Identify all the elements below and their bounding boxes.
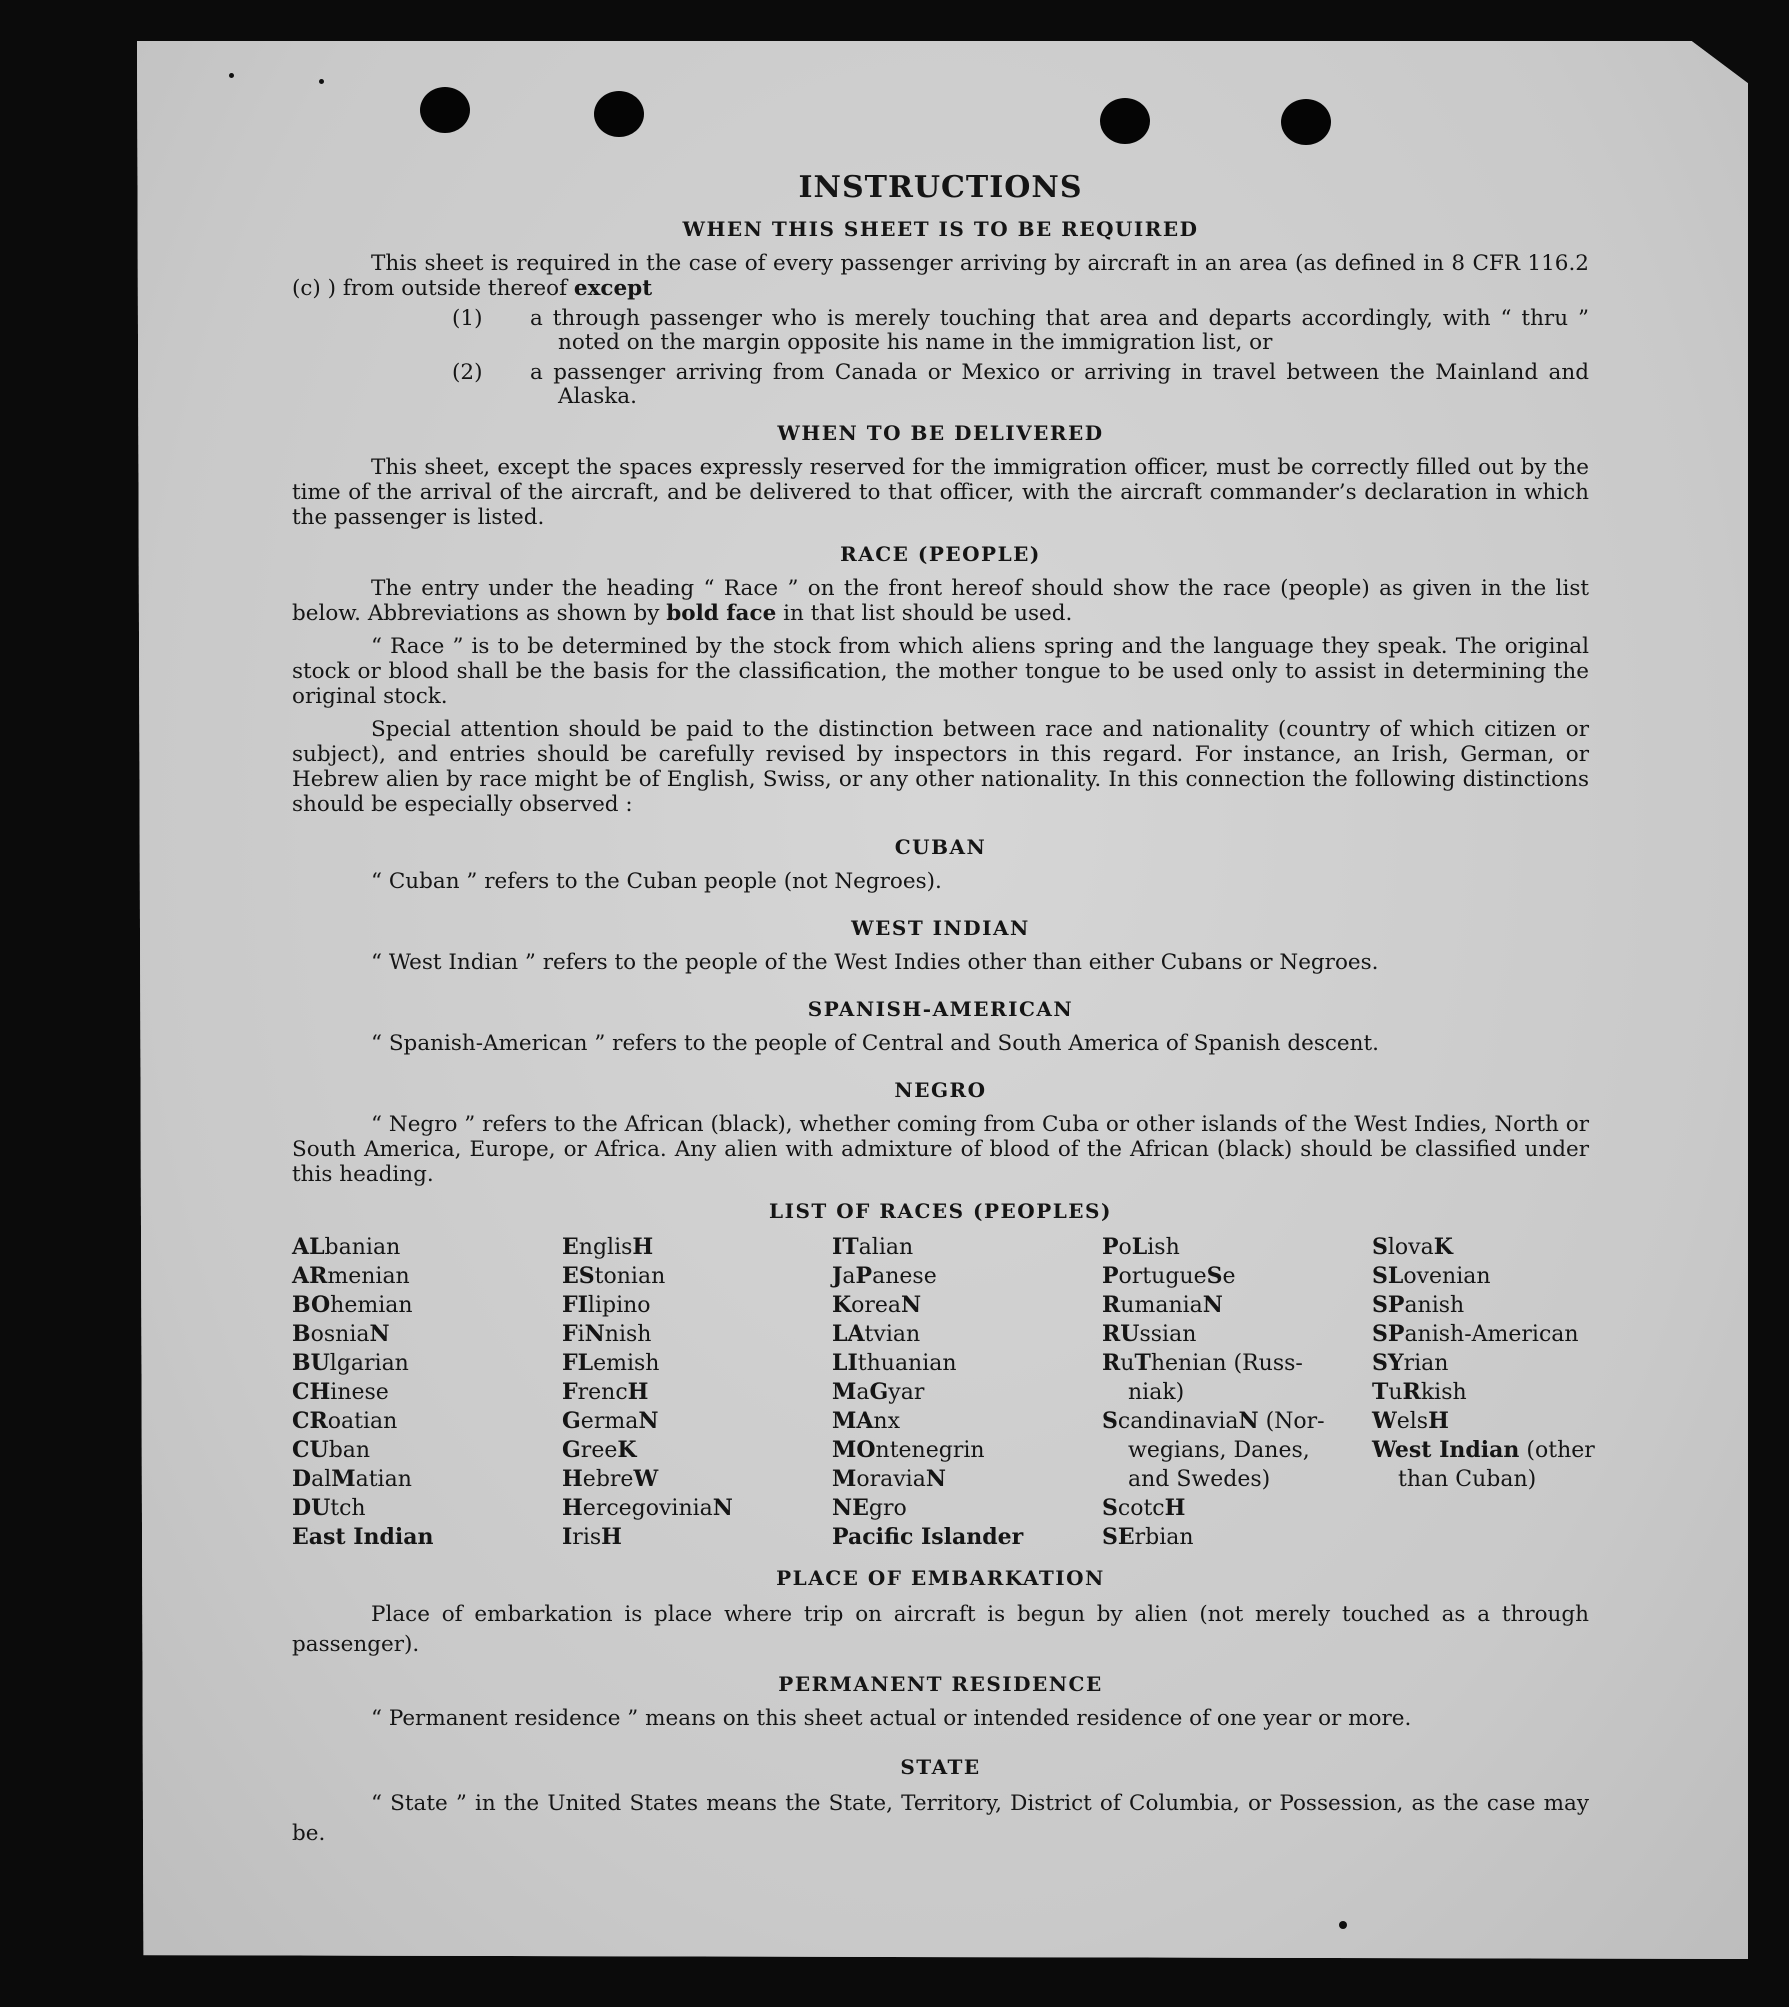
race-entry: BUlgarian [292, 1350, 409, 1376]
section-heading-races-list: LIST OF RACES (PEOPLES) [769, 1199, 1112, 1223]
races-list [292, 1233, 1595, 1552]
delivered-text: This sheet, except the spaces expressly reserved for the immigration officer, must be correctly filled out by the time of the arrival of the aircraft, and be delivered to that officer, with the aircraft commander’s declaration in which the passenger is listed. [292, 455, 1589, 530]
race-entry: FLemish [562, 1350, 660, 1376]
race-entry: East Indian [292, 1524, 434, 1550]
race-entry: HercegoviniaN [562, 1495, 733, 1521]
section-heading-spanish-american: SPANISH-AMERICAN [807, 997, 1074, 1021]
cuban-text: “ Cuban ” refers to the Cuban people (not Negroes). [371, 869, 942, 894]
residence-text: “ Permanent residence ” means on this sheet actual or intended residence of one year or more. [371, 1706, 1412, 1731]
races-column [832, 1233, 1102, 1552]
punch-hole [420, 87, 470, 133]
race-entry: Pacific Islander [832, 1524, 1024, 1550]
race-entry: WelsH [1372, 1408, 1449, 1434]
item-text: a through passenger who is merely touching that area and departs accordingly, with “ thru ” noted on the margin opposite his name in the immigration list, or [530, 306, 1589, 355]
section-heading-delivered: WHEN TO BE DELIVERED [777, 421, 1104, 445]
race-entry: EnglisH [562, 1234, 654, 1260]
race-entry: FrencH [562, 1379, 649, 1405]
races-column [562, 1233, 832, 1552]
races-column [1102, 1233, 1372, 1552]
item-number: (2) [452, 360, 483, 385]
race-entry: MOntenegrin [832, 1437, 985, 1463]
race-entry: NEgro [832, 1495, 907, 1521]
race-entry: BOhemian [292, 1292, 413, 1318]
race-entry: than Cuban) [1398, 1467, 1537, 1492]
section-heading-state: STATE [900, 1755, 981, 1779]
section-heading-required: WHEN THIS SHEET IS TO BE REQUIRED [682, 217, 1199, 241]
race-entry: SPanish [1372, 1292, 1465, 1318]
race-entry: IrisH [562, 1524, 622, 1550]
required-intro: This sheet is required in the case of every passenger arriving by aircraft in an area (as defined in 8 CFR 116.2 (c) ) from outside thereof except [292, 251, 1589, 301]
race-entry: DalMatian [292, 1466, 412, 1492]
section-heading-negro: NEGRO [894, 1078, 987, 1102]
race-entry: GreeK [562, 1437, 637, 1463]
race-entry: ScotcH [1102, 1495, 1186, 1521]
race-entry: SLovenian [1372, 1263, 1491, 1289]
race-entry: HebreW [562, 1466, 659, 1492]
race-entry: CUban [292, 1437, 371, 1463]
speck [319, 79, 324, 84]
required-item-1 [292, 307, 1589, 355]
section-heading-cuban: CUBAN [894, 835, 987, 859]
race-entry: CRoatian [292, 1408, 398, 1434]
race-entry: PoLish [1102, 1234, 1180, 1260]
required-item-2 [292, 361, 1589, 409]
race-entry: FIlipino [562, 1292, 651, 1318]
race-entry: MaGyar [832, 1379, 925, 1405]
races-column [1372, 1233, 1595, 1552]
race-entry: West Indian (other [1372, 1437, 1595, 1463]
race-entry: BosniaN [292, 1321, 390, 1347]
race-entry: PortugueSe [1102, 1263, 1236, 1289]
section-heading-embarkation: PLACE OF EMBARKATION [776, 1566, 1105, 1590]
state-text: “ State ” in the United States means the State, Territory, District of Columbia, or Possession, as the case may be. [292, 1791, 1589, 1846]
race-entry: SYrian [1372, 1350, 1449, 1376]
race-entry: TuRkish [1372, 1379, 1467, 1405]
race-entry: CHinese [292, 1379, 389, 1405]
race-entry: SlovaK [1372, 1234, 1453, 1260]
race-paragraph-1: The entry under the heading “ Race ” on the front hereof should show the race (people) as given in the list below. Abbreviations as shown by bold face in that list should be used. [292, 576, 1589, 626]
race-entry: LIthuanian [832, 1350, 957, 1376]
race-entry: and Swedes) [1128, 1467, 1271, 1492]
section-heading-residence: PERMANENT RESIDENCE [778, 1672, 1103, 1696]
race-entry: SPanish-American [1372, 1321, 1579, 1347]
document-content [292, 170, 1595, 1849]
race-paragraph-2: “ Race ” is to be determined by the stock from which aliens spring and the language they speak. The original stock or blood shall be the basis for the classification, the mother tongue to be used only to assist in determining the original stock. [292, 634, 1589, 709]
race-entry: DUtch [292, 1495, 366, 1521]
race-entry: ARmenian [292, 1263, 410, 1289]
punch-hole [1281, 99, 1331, 145]
item-number: (1) [452, 306, 483, 331]
speck [1339, 1921, 1347, 1929]
race-entry: LAtvian [832, 1321, 921, 1347]
west-indian-text: “ West Indian ” refers to the people of the West Indies other than either Cubans or Negroes. [371, 950, 1379, 975]
section-heading-race: RACE (PEOPLE) [840, 542, 1041, 566]
race-entry: ScandinaviaN (Nor- [1102, 1408, 1325, 1434]
race-entry: RUssian [1102, 1321, 1197, 1347]
race-entry: ALbanian [292, 1234, 401, 1260]
punch-hole [594, 91, 644, 137]
spanish-american-text: “ Spanish-American ” refers to the people of Central and South America of Spanish descent. [371, 1031, 1379, 1056]
race-entry: EStonian [562, 1263, 666, 1289]
races-column [292, 1233, 562, 1552]
speck [229, 73, 234, 78]
race-entry: wegians, Danes, [1128, 1438, 1310, 1463]
race-entry: GermaN [562, 1408, 659, 1434]
race-paragraph-3: Special attention should be paid to the distinction between race and nationality (country of which citizen or subject), and entries should be carefully revised by inspectors in this regard. For instance, an Irish, German, or Hebrew alien by race might be of English, Swiss, or any other nationality. In this connection the following distinctions should be especially observed : [292, 717, 1589, 817]
race-entry: JaPanese [832, 1263, 937, 1289]
race-entry: RumaniaN [1102, 1292, 1223, 1318]
race-entry: FiNnish [562, 1321, 652, 1347]
race-entry: SErbian [1102, 1524, 1194, 1550]
page-title: INSTRUCTIONS [798, 170, 1083, 205]
race-entry: RuThenian (Russ- [1102, 1350, 1303, 1376]
race-entry: MoraviaN [832, 1466, 946, 1492]
race-entry: niak) [1128, 1380, 1185, 1405]
item-text: a passenger arriving from Canada or Mexico or arriving in travel between the Mainland and Alaska. [530, 360, 1589, 409]
punch-hole [1100, 98, 1150, 144]
race-entry: KoreaN [832, 1292, 922, 1318]
race-entry: ITalian [832, 1234, 914, 1260]
negro-text: “ Negro ” refers to the African (black), whether coming from Cuba or other islands of the West Indies, North or South America, Europe, or Africa. Any alien with admixture of blood of the African (black) should be classified under this heading. [292, 1112, 1589, 1187]
embarkation-text: Place of embarkation is place where trip on aircraft is begun by alien (not merely touched as a through passenger). [292, 1602, 1589, 1657]
race-entry: MAnx [832, 1408, 900, 1434]
section-heading-west-indian: WEST INDIAN [851, 916, 1030, 940]
